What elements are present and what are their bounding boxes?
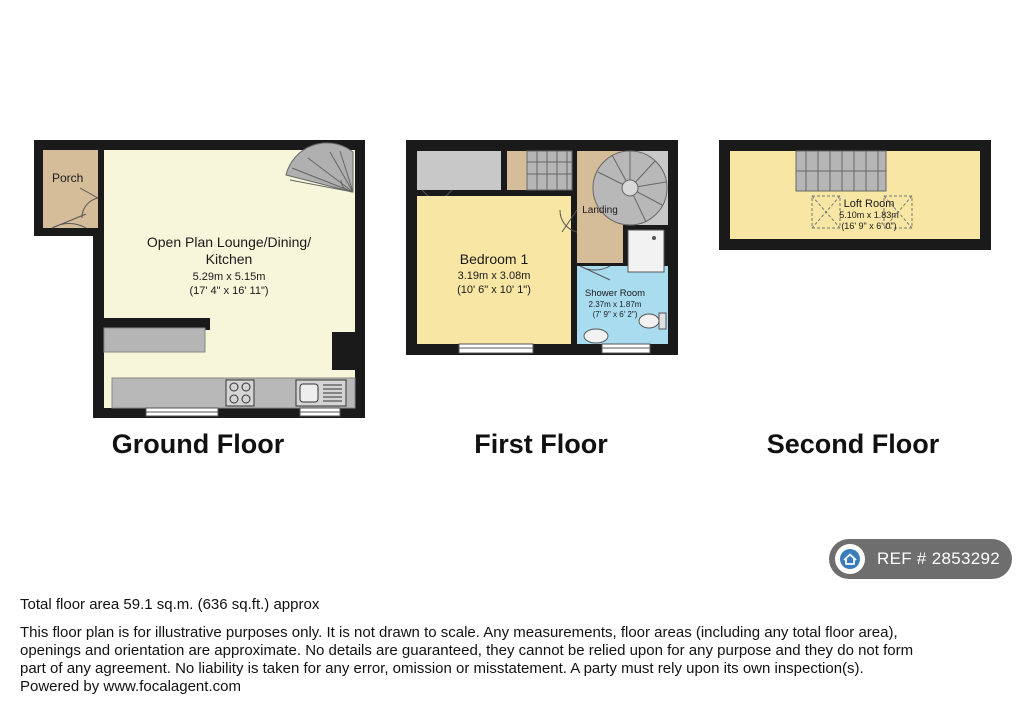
porch-label: Porch	[52, 171, 84, 185]
lounge-label-line2: Kitchen	[205, 251, 253, 267]
lounge-label-line1: Open Plan Lounge/Dining/	[146, 234, 312, 250]
disclaimer-line-1: This floor plan is for illustrative purposes only. It is not drawn to scale. Any measurements, floor areas (including any total floor area),	[20, 624, 898, 641]
total-floor-area: Total floor area 59.1 sq.m. (636 sq.ft.) approx	[20, 596, 320, 613]
porch-divider-wall	[98, 150, 104, 198]
powered-by: Powered by www.focalagent.com	[20, 678, 241, 695]
home-icon	[835, 544, 865, 574]
first-floor-stairs	[507, 151, 572, 190]
loft-label: Loft Room	[843, 198, 895, 210]
bedroom-metric: 3.19m x 3.08m	[457, 270, 531, 282]
hob-icon	[226, 380, 254, 406]
footer	[20, 596, 1010, 696]
chimney-breast	[332, 332, 355, 370]
disclaimer-line-3: part of any agreement. No liability is taken for any error, omission or misstatement. A party must rely upon its own inspection(s).	[20, 660, 864, 677]
second-floor-plan	[719, 140, 991, 250]
cupboard	[417, 151, 501, 190]
reference-badge	[829, 539, 1012, 579]
lounge-imperial: (17' 4" x 16' 11")	[189, 285, 269, 297]
shower-metric: 2.37m x 1.87m	[588, 300, 642, 309]
sink-icon	[296, 380, 346, 406]
bedroom-imperial: (10' 6" x 10' 1")	[457, 284, 531, 296]
reference-number: REF # 2853292	[877, 549, 1000, 568]
disclaimer-line-2: openings and orientation are approximate. No details are guaranteed, they cannot be relied upon for any purpose and they do not form	[20, 642, 914, 659]
porch-room	[43, 150, 98, 228]
ground-floor-plan	[34, 140, 365, 418]
breakfast-bar-counter	[104, 328, 205, 352]
first-floor-plan	[406, 140, 678, 355]
shower-tray	[628, 230, 664, 272]
landing-label: Landing	[582, 205, 618, 216]
shower-label: Shower Room	[584, 288, 646, 299]
lounge-metric: 5.29m x 5.15m	[192, 271, 266, 283]
bedroom-label: Bedroom 1	[459, 251, 529, 267]
loft-stairs	[796, 151, 886, 191]
second-floor-title: Second Floor	[766, 429, 940, 459]
first-floor-title: First Floor	[474, 429, 608, 459]
shower-imperial: (7' 9" x 6' 2")	[592, 310, 638, 319]
toilet-icon	[639, 313, 666, 329]
basin-icon	[584, 329, 608, 343]
loft-metric: 5.10m x 1.83m	[839, 210, 899, 220]
ground-floor-title: Ground Floor	[111, 429, 285, 459]
loft-imperial: (16' 9" x 6' 0")	[841, 221, 897, 231]
